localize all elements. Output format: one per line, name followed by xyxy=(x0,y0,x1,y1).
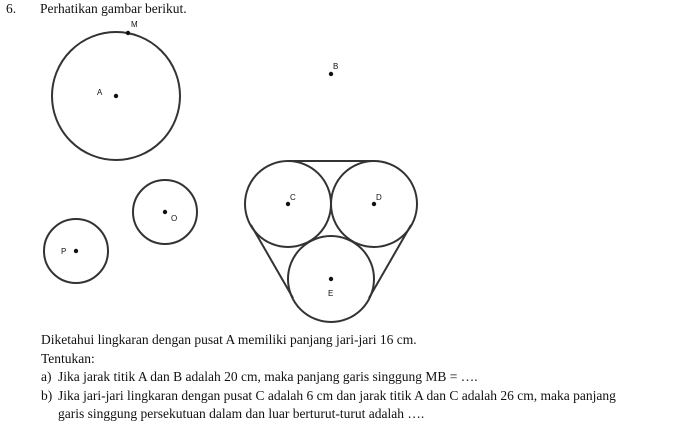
part-b-label: b) xyxy=(41,387,53,403)
label-b: B xyxy=(333,62,339,71)
task-label: Tentukan: xyxy=(41,350,95,366)
center-c-dot xyxy=(286,202,290,206)
part-a-text: Jika jarak titik A dan B adalah 20 cm, maka panjang garis singgung MB = …. xyxy=(58,369,478,384)
label-m: M xyxy=(131,20,138,29)
point-m-dot xyxy=(126,31,130,35)
point-b-dot xyxy=(329,72,333,76)
label-d: D xyxy=(376,193,382,202)
label-e: E xyxy=(328,289,334,298)
part-b-text-line1: Jika jari-jari lingkaran dengan pusat C adalah 6 cm dan jarak titik A dan C adalah 26 cm, maka panjang xyxy=(58,387,616,403)
center-p-dot xyxy=(74,249,78,253)
label-o: O xyxy=(171,214,178,223)
center-e-dot xyxy=(329,277,333,281)
part-b-text-line2: garis singgung persekutuan dalam dan luar berturut-turut adalah …. xyxy=(58,406,425,421)
question-instruction: Perhatikan gambar berikut. xyxy=(40,1,187,16)
given-statement: Diketahui lingkaran dengan pusat A memiliki panjang jari-jari 16 cm. xyxy=(41,332,417,347)
question-text xyxy=(41,331,675,424)
part-a-label: a) xyxy=(41,369,52,384)
part-b xyxy=(41,387,675,406)
tangent-line-right xyxy=(369,225,411,298)
label-p: P xyxy=(61,247,67,256)
center-o-dot xyxy=(163,210,167,214)
tangent-line-left xyxy=(251,225,293,298)
question-number: 6. xyxy=(6,1,17,16)
part-a xyxy=(41,368,675,387)
center-a-dot xyxy=(114,94,118,98)
label-a: A xyxy=(97,88,103,97)
label-c: C xyxy=(290,193,296,202)
center-d-dot xyxy=(372,202,376,206)
